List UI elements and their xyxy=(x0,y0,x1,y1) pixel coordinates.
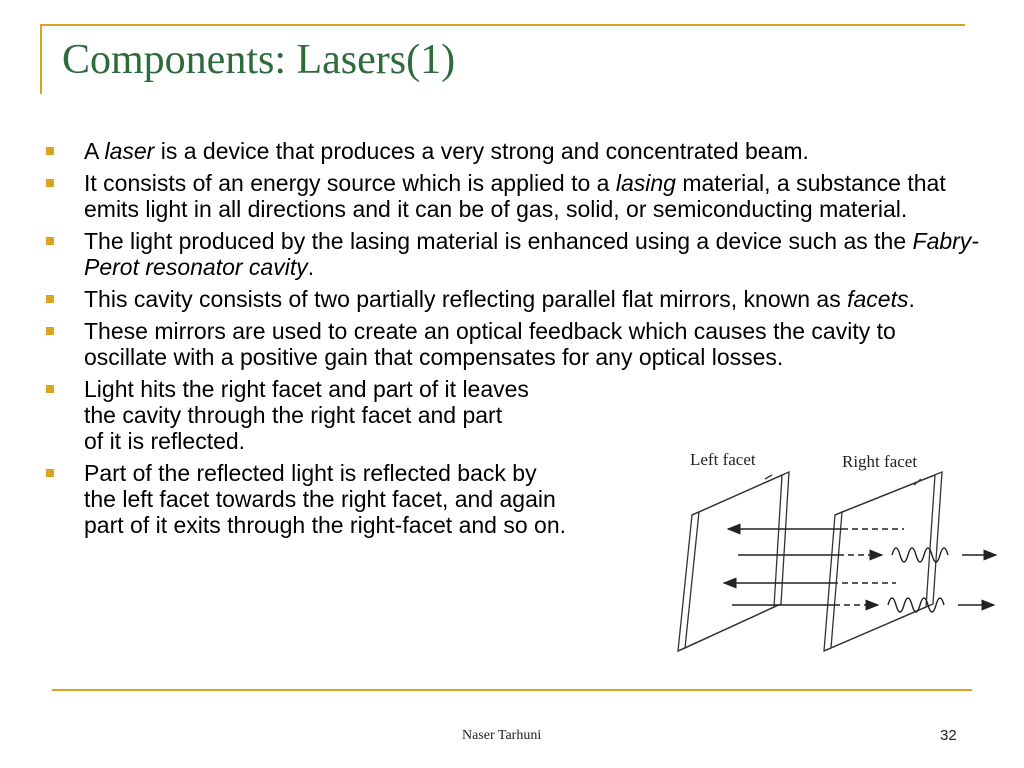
bottom-rule xyxy=(52,689,972,691)
bullet-item xyxy=(44,286,979,312)
slide-title: Components: Lasers(1) xyxy=(62,37,456,83)
emphasized-term: Fabry-Perot resonator cavity xyxy=(84,228,979,280)
bullet-marker-icon xyxy=(46,469,54,477)
bullet-text-segment: . xyxy=(908,286,915,312)
bullet-item xyxy=(44,138,979,164)
emphasized-term: lasing xyxy=(615,170,676,196)
bullet-item xyxy=(44,318,979,370)
bullet-text-segment: . xyxy=(307,254,315,280)
left-facet-label: Left facet xyxy=(690,450,756,469)
bullet-text-segment: of it is reflected. xyxy=(84,428,246,454)
light-rays xyxy=(724,529,996,612)
bullet-text-segment: part of it exits through the right-facet and so on. xyxy=(84,512,567,538)
bullet-text xyxy=(84,460,566,538)
bullet-text-segment: It consists of an energy source which is applied to a xyxy=(84,170,616,196)
bullet-marker-icon xyxy=(46,237,54,245)
bullet-text-segment: material, a substance that emits light in all directions and it can be of gas, solid, or semiconducting material. xyxy=(84,170,946,222)
right-facet-mirror xyxy=(824,472,942,651)
bullet-text-segment: A xyxy=(84,138,105,164)
bullet-text-segment: is a device that produces a very strong and concentrated beam. xyxy=(154,138,809,164)
bullet-text xyxy=(84,286,915,312)
bullet-text-segment: This cavity consists of two partially reflecting parallel flat mirrors, known as xyxy=(84,286,848,312)
right-facet-label: Right facet xyxy=(842,452,918,471)
facet-leader-line xyxy=(765,475,772,479)
left-rule xyxy=(40,24,42,94)
bullet-marker-icon xyxy=(46,385,54,393)
bullet-text xyxy=(84,376,529,454)
fabry-perot-diagram xyxy=(672,445,1006,665)
bullet-item xyxy=(44,170,979,222)
top-rule xyxy=(40,24,965,26)
bullet-text-segment: Part of the reflected light is reflected back by xyxy=(84,460,537,486)
bullet-text xyxy=(84,318,896,370)
bullet-text-segment: the cavity through the right facet and part xyxy=(84,402,503,428)
bullet-marker-icon xyxy=(46,179,54,187)
bullet-text-segment: Light hits the right facet and part of it leaves xyxy=(84,376,529,402)
left-facet-mirror xyxy=(678,472,789,651)
bullet-text xyxy=(84,170,946,222)
bullet-item xyxy=(44,376,664,454)
facet-leader-line xyxy=(914,479,921,485)
bullet-text-segment: the left facet towards the right facet, and again xyxy=(84,486,556,512)
bullet-text xyxy=(84,138,809,164)
bullet-marker-icon xyxy=(46,327,54,335)
footer-author: Naser Tarhuni xyxy=(462,728,542,743)
page-number: 32 xyxy=(940,727,957,744)
bullet-item xyxy=(44,228,979,280)
bullet-text-segment: The light produced by the lasing material is enhanced using a device such as the xyxy=(84,228,913,254)
bullet-marker-icon xyxy=(46,147,54,155)
emphasized-term: facets xyxy=(847,286,909,312)
emphasized-term: laser xyxy=(104,138,155,164)
bullet-text xyxy=(84,228,979,280)
bullet-text-segment: These mirrors are used to create an optical feedback which causes the cavity to oscillate with a positive gain that compensates for any optical losses. xyxy=(84,318,896,370)
bullet-item xyxy=(44,460,664,538)
bullet-marker-icon xyxy=(46,295,54,303)
